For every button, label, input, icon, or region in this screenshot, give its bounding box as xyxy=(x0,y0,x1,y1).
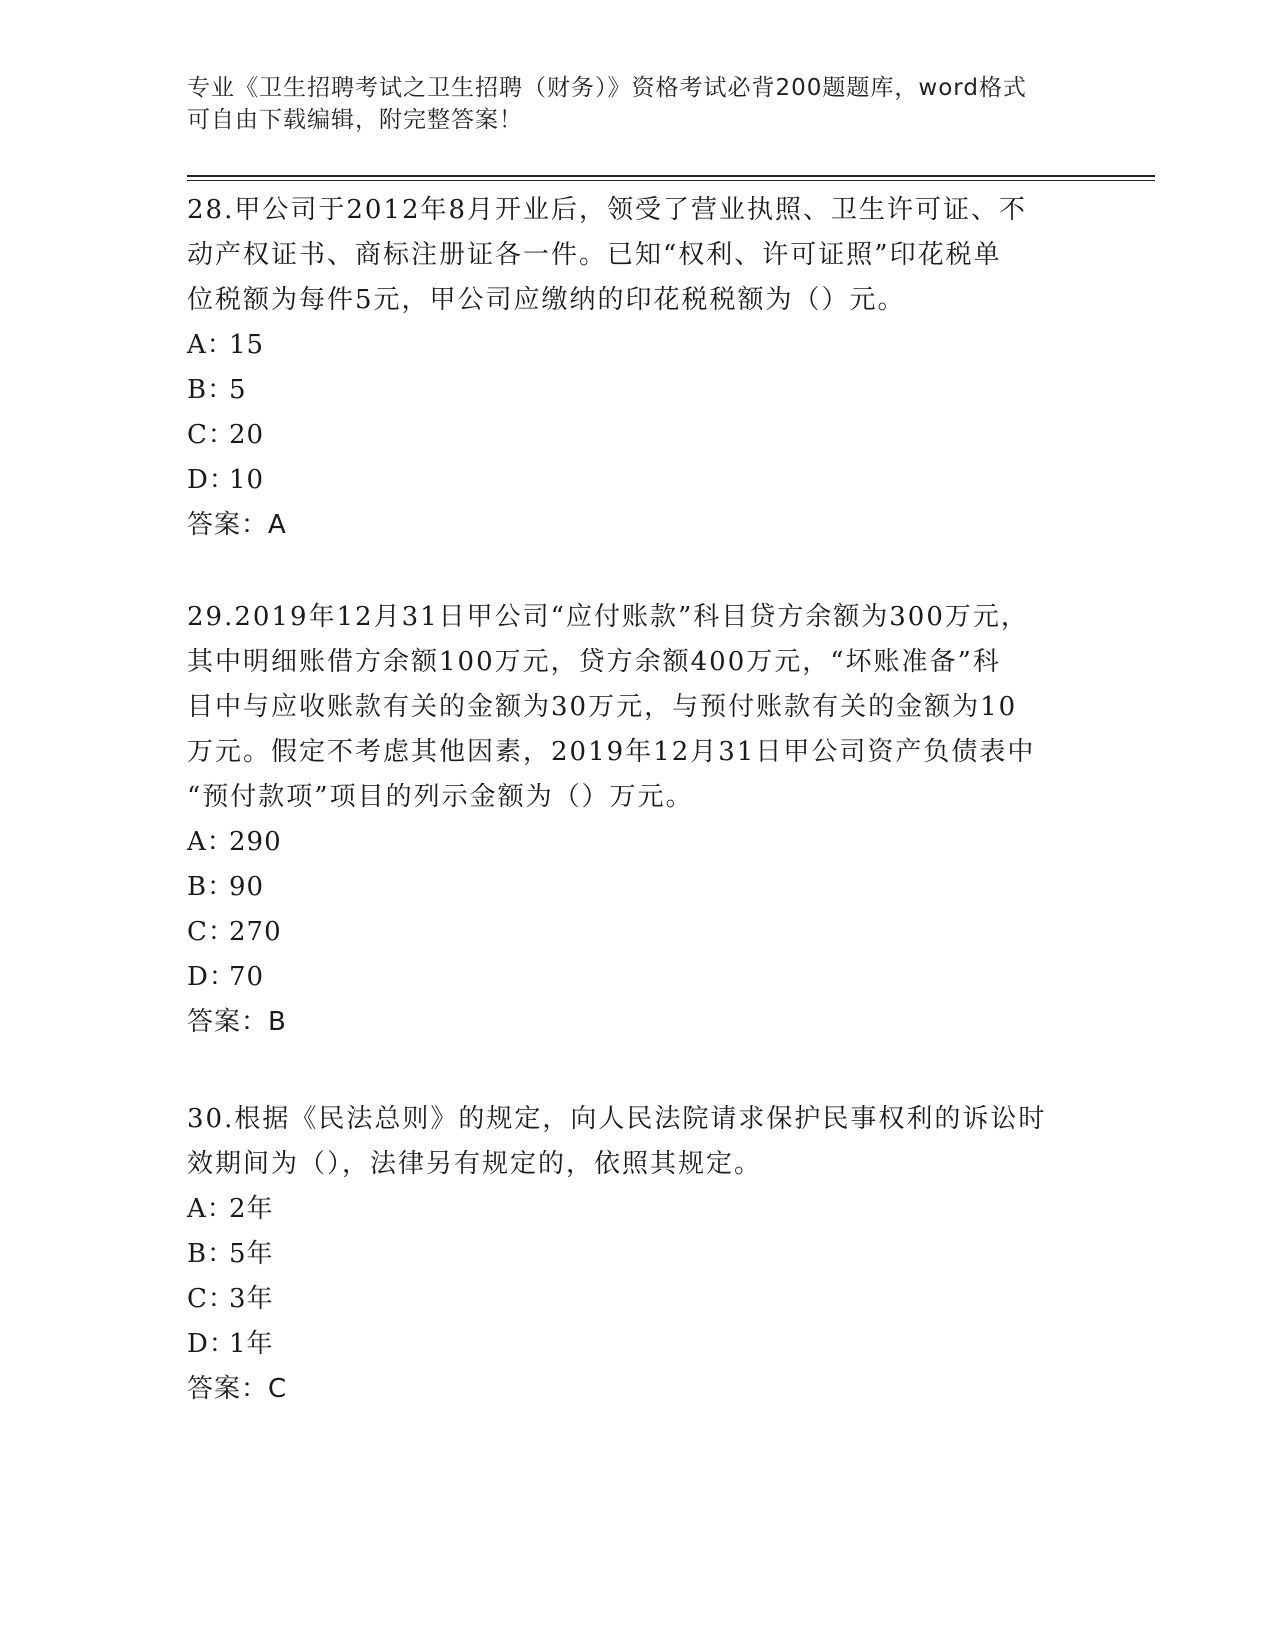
option-label: B： xyxy=(187,375,235,405)
document-header xyxy=(187,72,1067,136)
option-c xyxy=(187,1277,1087,1322)
option-label: B： xyxy=(187,1239,235,1269)
option-text: 10 xyxy=(229,465,265,495)
option-label: C： xyxy=(187,420,235,450)
option-label: B： xyxy=(187,872,235,902)
option-text: 290 xyxy=(229,827,282,857)
stem-line: 动产权证书、商标注册证各一件。已知“权利、许可证照”印花税单 xyxy=(187,240,1002,270)
answer-line: 答案：B xyxy=(187,1007,287,1037)
option-label: A： xyxy=(187,330,234,360)
option-text: 3年 xyxy=(229,1284,274,1314)
option-text: 5年 xyxy=(229,1239,274,1269)
question-29 xyxy=(187,595,1087,1045)
option-b xyxy=(187,865,1087,910)
stem-line: 万元。假定不考虑其他因素，2019年12月31日甲公司资产负债表中 xyxy=(187,737,1036,767)
option-a xyxy=(187,323,1087,368)
option-label: C： xyxy=(187,917,235,947)
option-c xyxy=(187,413,1087,458)
option-text: 2年 xyxy=(229,1194,274,1224)
option-text: 1年 xyxy=(229,1329,274,1359)
stem-line: 28.甲公司于2012年8月开业后，领受了营业执照、卫生许可证、不 xyxy=(187,195,1028,225)
header-line: 可自由下载编辑，附完整答案！ xyxy=(187,107,523,133)
option-label: A： xyxy=(187,1194,234,1224)
question-30 xyxy=(187,1097,1087,1412)
option-text: 70 xyxy=(229,962,265,992)
stem-line: 30.根据《民法总则》的规定，向人民法院请求保护民事权利的诉讼时 xyxy=(187,1104,1047,1134)
option-text: 270 xyxy=(229,917,282,947)
option-label: A： xyxy=(187,827,234,857)
stem-line: 29.2019年12月31日甲公司“应付账款”科目贷方余额为300万元， xyxy=(187,602,1029,632)
header-divider-thin xyxy=(187,180,1155,181)
option-label: C： xyxy=(187,1284,235,1314)
header-divider-thick xyxy=(187,175,1155,177)
answer-line: 答案：A xyxy=(187,510,287,540)
option-label: D： xyxy=(187,1329,236,1359)
stem-line: “预付款项”项目的列示金额为（）万元。 xyxy=(187,782,694,812)
option-a xyxy=(187,820,1087,865)
option-b xyxy=(187,368,1087,413)
option-text: 15 xyxy=(229,330,265,360)
option-d xyxy=(187,458,1087,503)
option-text: 20 xyxy=(229,420,265,450)
question-28 xyxy=(187,188,1087,548)
option-b xyxy=(187,1232,1087,1277)
header-line: 专业《卫生招聘考试之卫生招聘（财务）》资格考试必背200题题库，word格式 xyxy=(187,75,1027,101)
question-stem xyxy=(187,1097,1087,1187)
stem-line: 效期间为（），法律另有规定的，依照其规定。 xyxy=(187,1149,763,1179)
option-text: 90 xyxy=(229,872,265,902)
answer-line: 答案：C xyxy=(187,1374,288,1404)
stem-line: 目中与应收账款有关的金额为30万元，与预付账款有关的金额为10 xyxy=(187,692,1018,722)
option-label: D： xyxy=(187,962,236,992)
option-text: 5 xyxy=(229,375,247,405)
question-stem xyxy=(187,595,1087,820)
option-label: D： xyxy=(187,465,236,495)
option-c xyxy=(187,910,1087,955)
option-a xyxy=(187,1187,1087,1232)
stem-line: 位税额为每件5元，甲公司应缴纳的印花税税额为（）元。 xyxy=(187,285,906,315)
question-stem xyxy=(187,188,1087,323)
option-d xyxy=(187,1322,1087,1367)
stem-line: 其中明细账借方余额100万元，贷方余额400万元，“坏账准备”科 xyxy=(187,647,1001,677)
option-d xyxy=(187,955,1087,1000)
